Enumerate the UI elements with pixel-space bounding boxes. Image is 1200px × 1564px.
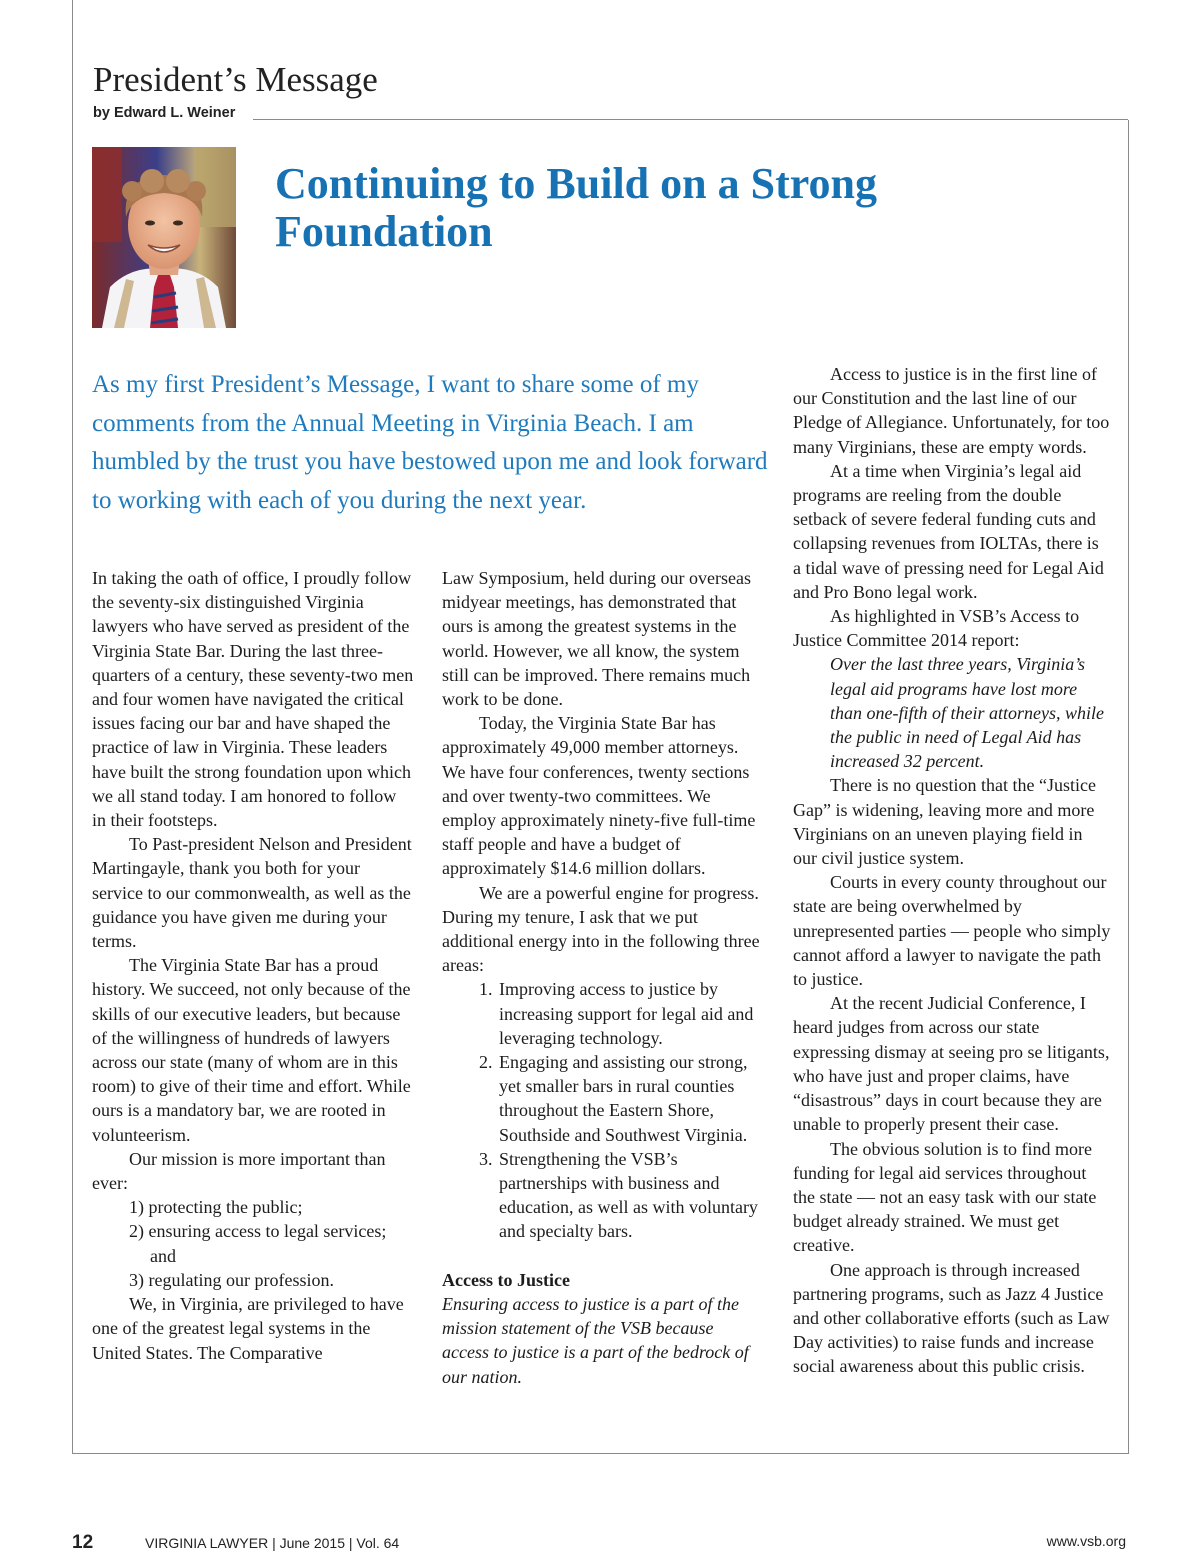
col1-paragraph-1: In taking the oath of office, I proudly follow the seventy-six distinguished Virginia lawyers who have served as president of the Virginia State Bar. During the last three-quarters of a century, these seventy-two men and four women have navigated the critical issues facing our bar and have shaped the practice of law in Virginia. These leaders have built the strong foundation upon which we all stand today. I am honored to follow in their footsteps. xyxy=(92,568,414,831)
focus-area-item: 2. Engaging and assisting our strong, yet smaller bars in rural counties throughout the Eastern Shore, Southside and Southwest Virginia. xyxy=(497,1050,764,1147)
col3-paragraph-6: At the recent Judicial Conference, I heard judges from across our state expressing dismay at seeing pro se litigants, who have just and proper claims, have “disastrous” days in court because they are unable to properly present their case. xyxy=(793,993,1110,1135)
frame-left-rule-top xyxy=(72,0,73,122)
access-to-justice-statement: Ensuring access to justice is a part of the mission statement of the VSB because access to justice is a part of the bedrock of our nation. xyxy=(442,1293,749,1387)
col1-paragraph-3: The Virginia State Bar has a proud history. We succeed, not only because of the skills of our executive leaders, but because of the willingness of hundreds of lawyers across our state (many of whom are in this room) to give of their time and effort. While ours is a mandatory bar, we are rooted in volunteerism. xyxy=(92,955,411,1145)
focus-area-item: 3. Strengthening the VSB’s partnerships with business and education, as well as with voluntary and specialty bars. xyxy=(497,1147,764,1244)
mission-item: 1) protecting the public; xyxy=(129,1197,303,1218)
article-headline: Continuing to Build on a Strong Foundation xyxy=(275,159,877,256)
col3-paragraph-7: The obvious solution is to find more funding for legal aid services throughout the state — not an easy task with our state budget already strained. We must get creative. xyxy=(793,1138,1097,1256)
col2-paragraph-2: Today, the Virginia State Bar has approximately 49,000 member attorneys. We have four conferences, twenty sections and over twenty-two committees. We employ approximately ninety-five full-time staff people and have a budget of approximately $14.6 million dollars. xyxy=(442,713,756,879)
publication-info: VIRGINIA LAWYER | June 2015 | Vol. 64 xyxy=(145,1535,400,1551)
mission-item: 2) ensuring access to legal services; and xyxy=(129,1221,387,1266)
col3-paragraph-2: At a time when Virginia’s legal aid programs are reeling from the double setback of severe federal funding cuts and collapsing revenues from IOLTAs, there is a tidal wave of pressing need for Legal Aid and Pro Bono legal work. xyxy=(793,460,1104,602)
col3-paragraph-3: As highlighted in VSB’s Access to Justice Committee 2014 report: xyxy=(793,606,1080,651)
col2-paragraph-3: We are a powerful engine for progress. During my tenure, I ask that we put additional energy into in the following three areas: xyxy=(442,882,760,976)
article-intro: As my first President’s Message, I want to share some of my comments from the Annual Meeting in Virginia Beach. I am humbled by the trust you have bestowed upon me and look forward to working with each of you during the next year. xyxy=(92,371,768,514)
col3-paragraph-4: There is no question that the “Justice Gap” is widening, leaving more and more Virginians on an uneven playing field in our civil justice system. xyxy=(793,775,1096,869)
mission-item: 3) regulating our profession. xyxy=(129,1269,334,1290)
col1-paragraph-2: To Past-president Nelson and President Martingayle, thank you both for your service to our commonwealth, as well as the guidance you have given me during your terms. xyxy=(92,834,412,952)
page-number: 12 xyxy=(72,1532,94,1553)
access-to-justice-subhead: Access to Justice xyxy=(442,1269,570,1290)
focus-areas-list xyxy=(442,977,764,1243)
focus-area-item: 1. Improving access to justice by increasing support for legal aid and leveraging technology. xyxy=(497,977,764,1050)
col3-paragraph-8: One approach is through increased partnering programs, such as Jazz 4 Justice and other collaborative efforts (such as Law Day activities) to raise funds and increase social awareness about this public crisis. xyxy=(793,1259,1110,1377)
committee-report-quote: Over the last three years, Virginia’s legal aid programs have lost more than one-fifth of their attorneys, while the public in need of Legal Aid has increased 32 percent. xyxy=(830,654,1104,772)
col1-paragraph-5: We, in Virginia, are privileged to have one of the greatest legal systems in the United States. The Comparative xyxy=(92,1294,404,1363)
author-portrait-image xyxy=(92,147,236,328)
col1-paragraph-4: Our mission is more important than ever: xyxy=(92,1148,386,1194)
article-column-1 xyxy=(92,566,414,1365)
article-column-2 xyxy=(442,566,764,1389)
col2-paragraph-1: Law Symposium, held during our overseas midyear meetings, has demonstrated that ours is among the greatest systems in the world. However, we all know, the system still can be improved. There remains much work to be done. xyxy=(442,568,751,710)
section-title: President’s Message xyxy=(93,60,378,99)
col3-paragraph-1: Access to justice is in the first line of our Constitution and the last line of our Pledge of Allegiance. Unfortunately, for too many Virginians, these are empty words. xyxy=(793,364,1110,457)
byline: by Edward L. Weiner xyxy=(93,105,238,121)
footer-left xyxy=(72,1532,400,1554)
frame-top-rule xyxy=(253,119,1128,120)
article-column-3 xyxy=(793,362,1111,1379)
author-photo xyxy=(92,147,236,328)
col3-paragraph-5: Courts in every county throughout our state are being overwhelmed by unrepresented parties — people who simply cannot afford a lawyer to navigate the path to justice. xyxy=(793,872,1111,990)
website-link[interactable]: www.vsb.org xyxy=(1046,1533,1126,1549)
